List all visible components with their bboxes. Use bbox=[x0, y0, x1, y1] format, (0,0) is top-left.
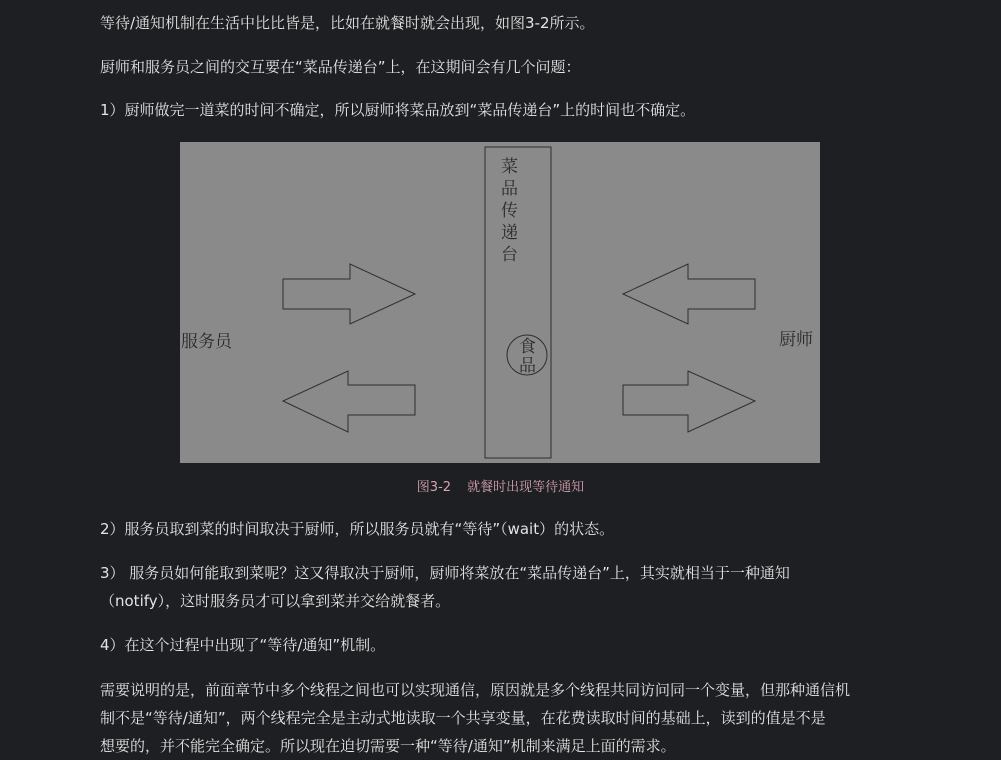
paragraph-note-line-2: 制不是“等待/通知”，两个线程完全是主动式地读取一个共享变量，在花费读取时间的基础上，读到的值是不是 bbox=[100, 709, 826, 727]
waiter-label: 服务员 bbox=[181, 332, 232, 352]
counter-char-2: 品 bbox=[501, 179, 518, 199]
paragraph-point-2: 2）服务员取到菜的时间取决于厨师，所以服务员就有“等待”（wait）的状态。 bbox=[100, 520, 615, 538]
food-char-2: 品 bbox=[519, 356, 536, 376]
paragraph-point-1: 1）厨师做完一道菜的时间不确定，所以厨师将菜品放到“菜品传递台”上的时间也不确定。 bbox=[100, 101, 696, 119]
paragraph-note-line-1: 需要说明的是，前面章节中多个线程之间也可以实现通信，原因就是多个线程共同访问同一个变量，但那种通信机 bbox=[100, 681, 851, 699]
counter-char-4: 递 bbox=[501, 223, 518, 243]
paragraph-point-3-line-2: （notify），这时服务员才可以拿到菜并交给就餐者。 bbox=[100, 592, 451, 610]
paragraph-note-line-3: 想要的，并不能完全确定。所以现在迫切需要一种“等待/通知”机制来满足上面的需求。 bbox=[100, 737, 676, 755]
caption-number: 图3-2 bbox=[416, 480, 452, 495]
arrow-right-icon bbox=[283, 264, 415, 324]
counter-char-3: 传 bbox=[501, 201, 518, 221]
arrow-left-icon bbox=[283, 371, 415, 432]
paragraph-interaction: 厨师和服务员之间的交互要在“菜品传递台”上，在这期间会有几个问题： bbox=[100, 58, 581, 76]
counter-char-5: 台 bbox=[501, 245, 518, 265]
figure-caption bbox=[0, 476, 1001, 495]
arrow-right-icon bbox=[623, 371, 755, 432]
paragraph-intro: 等待/通知机制在生活中比比皆是，比如在就餐时就会出现，如图3-2所示。 bbox=[100, 14, 595, 32]
diagram-svg bbox=[180, 142, 820, 463]
arrow-left-icon bbox=[623, 264, 755, 324]
caption-text: 就餐时出现等待通知 bbox=[467, 480, 585, 495]
paragraph-point-3-line-1: 3） 服务员如何能取到菜呢？这又得取决于厨师，厨师将菜放在“菜品传递台”上，其实就相当于一种通知 bbox=[100, 564, 790, 582]
chef-label: 厨师 bbox=[779, 330, 813, 350]
food-char-1: 食 bbox=[519, 337, 536, 357]
counter-char-1: 菜 bbox=[501, 157, 518, 177]
counter-rect bbox=[485, 147, 551, 458]
figure-wait-notify-diagram bbox=[180, 142, 820, 463]
paragraph-point-4: 4）在这个过程中出现了“等待/通知”机制。 bbox=[100, 636, 386, 654]
